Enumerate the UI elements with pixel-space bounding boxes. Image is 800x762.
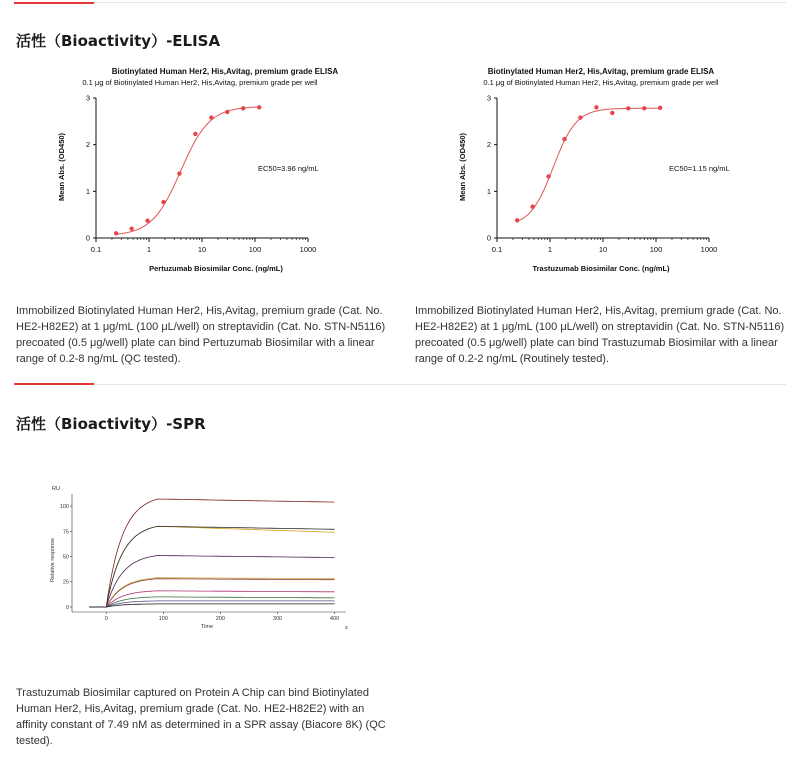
section-divider-accent bbox=[14, 383, 94, 385]
y-axis-label: Mean Abs. (OD450) bbox=[458, 132, 467, 202]
fit-curve bbox=[116, 107, 259, 234]
data-point bbox=[225, 110, 229, 114]
section-divider bbox=[14, 384, 786, 385]
x-tick-label: 10 bbox=[197, 245, 207, 254]
y-tick-label: 100 bbox=[59, 504, 69, 511]
x-tick-label: 200 bbox=[215, 616, 226, 622]
chart-title: Biotinylated Human Her2, His,Avitag, premium grade ELISA bbox=[111, 67, 339, 76]
data-point bbox=[145, 219, 149, 223]
y-tick-label: 2 bbox=[85, 140, 90, 150]
data-point bbox=[241, 106, 245, 110]
chart-subtitle: 0.1 μg of Biotinylated Human Her2, His,Avitag, premium grade per well bbox=[483, 78, 719, 87]
x-tick-label: 1000 bbox=[700, 245, 718, 254]
chart-subtitle: 0.1 μg of Biotinylated Human Her2, His,Avitag, premium grade per well bbox=[82, 78, 318, 87]
spr-section-title: 活性（Bioactivity）-SPR bbox=[16, 415, 206, 433]
top-divider bbox=[14, 2, 786, 3]
data-point bbox=[177, 171, 181, 175]
data-point bbox=[562, 137, 566, 141]
elisa-chart-trastuzumab bbox=[451, 62, 771, 277]
x-tick-label: 100 bbox=[158, 616, 168, 622]
y-tick-label: 3 bbox=[85, 93, 90, 103]
data-point bbox=[161, 200, 165, 204]
spr-description: Trastuzumab Biosimilar captured on Protein A Chip can bind Biotinylated Human Her2, His,Avitag, premium grade (Cat. No. HE2-H82E2) with an affinity constant of 7.49 nM as determined in a SPR assay (Biacore 8K) (QC tested). bbox=[16, 687, 386, 747]
y-tick-label: 3 bbox=[486, 93, 491, 103]
data-point bbox=[546, 174, 550, 178]
sensorgram-trace bbox=[89, 604, 335, 607]
elisa-description-pertuzumab: Immobilized Biotinylated Human Her2, His,Avitag, premium grade (Cat. No. HE2-H82E2) at 1 μg/mL (100 μL/well) on streptavidin (Cat. No. STN-N5116) precoated (0.5 μg/well) plate can bind Pertuzumab Biosimilar with a linear range of 0.2-8 ng/mL (QC tested). bbox=[16, 305, 386, 365]
y-tick-label: 75 bbox=[62, 529, 69, 536]
data-point bbox=[610, 111, 614, 115]
x-tick-label: 1 bbox=[146, 245, 152, 254]
chart-title: Biotinylated Human Her2, His,Avitag, premium grade ELISA bbox=[487, 67, 715, 76]
data-point bbox=[129, 226, 133, 230]
spr-sensorgram bbox=[40, 480, 360, 630]
ec50-annotation: EC50=1.15 ng/mL bbox=[669, 164, 730, 173]
y-axis-label: Relative response bbox=[50, 537, 56, 583]
data-point bbox=[515, 218, 519, 222]
x-tick-label: 300 bbox=[272, 616, 283, 622]
data-point bbox=[114, 231, 118, 235]
data-point bbox=[658, 106, 662, 110]
x-tick-label: 100 bbox=[649, 245, 663, 254]
y-unit-label: RU bbox=[52, 486, 60, 492]
y-tick-label: 25 bbox=[62, 579, 69, 586]
elisa-section-title: 活性（Bioactivity）-ELISA bbox=[16, 32, 221, 50]
x-tick-label: 10 bbox=[598, 245, 608, 254]
y-tick-label: 0 bbox=[486, 233, 491, 243]
data-point bbox=[594, 105, 598, 109]
x-axis-label: Time bbox=[200, 624, 214, 630]
x-tick-label: 0 bbox=[104, 616, 108, 622]
x-tick-label: 1000 bbox=[299, 245, 317, 254]
elisa-description-trastuzumab: Immobilized Biotinylated Human Her2, His,Avitag, premium grade (Cat. No. HE2-H82E2) at 1 μg/mL (100 μL/well) on streptavidin (Cat. No. STN-N5116) precoated (0.5 μg/well) plate can bind Trastuzumab Biosimilar with a linear range of 0.2-2 ng/mL (Routinely tested). bbox=[415, 305, 785, 365]
y-tick-label: 1 bbox=[486, 186, 491, 196]
y-tick-label: 2 bbox=[486, 140, 491, 150]
x-unit-label: s bbox=[345, 625, 348, 630]
data-point bbox=[257, 105, 261, 109]
data-point bbox=[209, 115, 213, 119]
x-tick-label: 0.1 bbox=[90, 245, 102, 254]
data-point bbox=[530, 205, 534, 209]
top-divider-accent bbox=[14, 2, 94, 4]
x-tick-label: 400 bbox=[329, 616, 340, 622]
x-axis-label: Trastuzumab Biosimilar Conc. (ng/mL) bbox=[532, 264, 670, 273]
fit-curve bbox=[517, 108, 660, 221]
x-tick-label: 0.1 bbox=[491, 245, 503, 254]
data-point bbox=[193, 132, 197, 136]
ec50-annotation: EC50=3.96 ng/mL bbox=[258, 164, 319, 173]
data-point bbox=[626, 106, 630, 110]
y-tick-label: 0 bbox=[85, 233, 90, 243]
y-tick-label: 0 bbox=[65, 604, 69, 611]
y-tick-label: 1 bbox=[85, 186, 90, 196]
y-tick-label: 50 bbox=[62, 554, 69, 561]
x-tick-label: 100 bbox=[248, 245, 262, 254]
data-point bbox=[578, 115, 582, 119]
data-point bbox=[642, 106, 646, 110]
x-tick-label: 1 bbox=[547, 245, 553, 254]
elisa-chart-pertuzumab bbox=[50, 62, 370, 277]
y-axis-label: Mean Abs. (OD450) bbox=[57, 132, 66, 202]
sensorgram-trace bbox=[89, 597, 335, 607]
x-axis-label: Pertuzumab Biosimilar Conc. (ng/mL) bbox=[149, 264, 283, 273]
